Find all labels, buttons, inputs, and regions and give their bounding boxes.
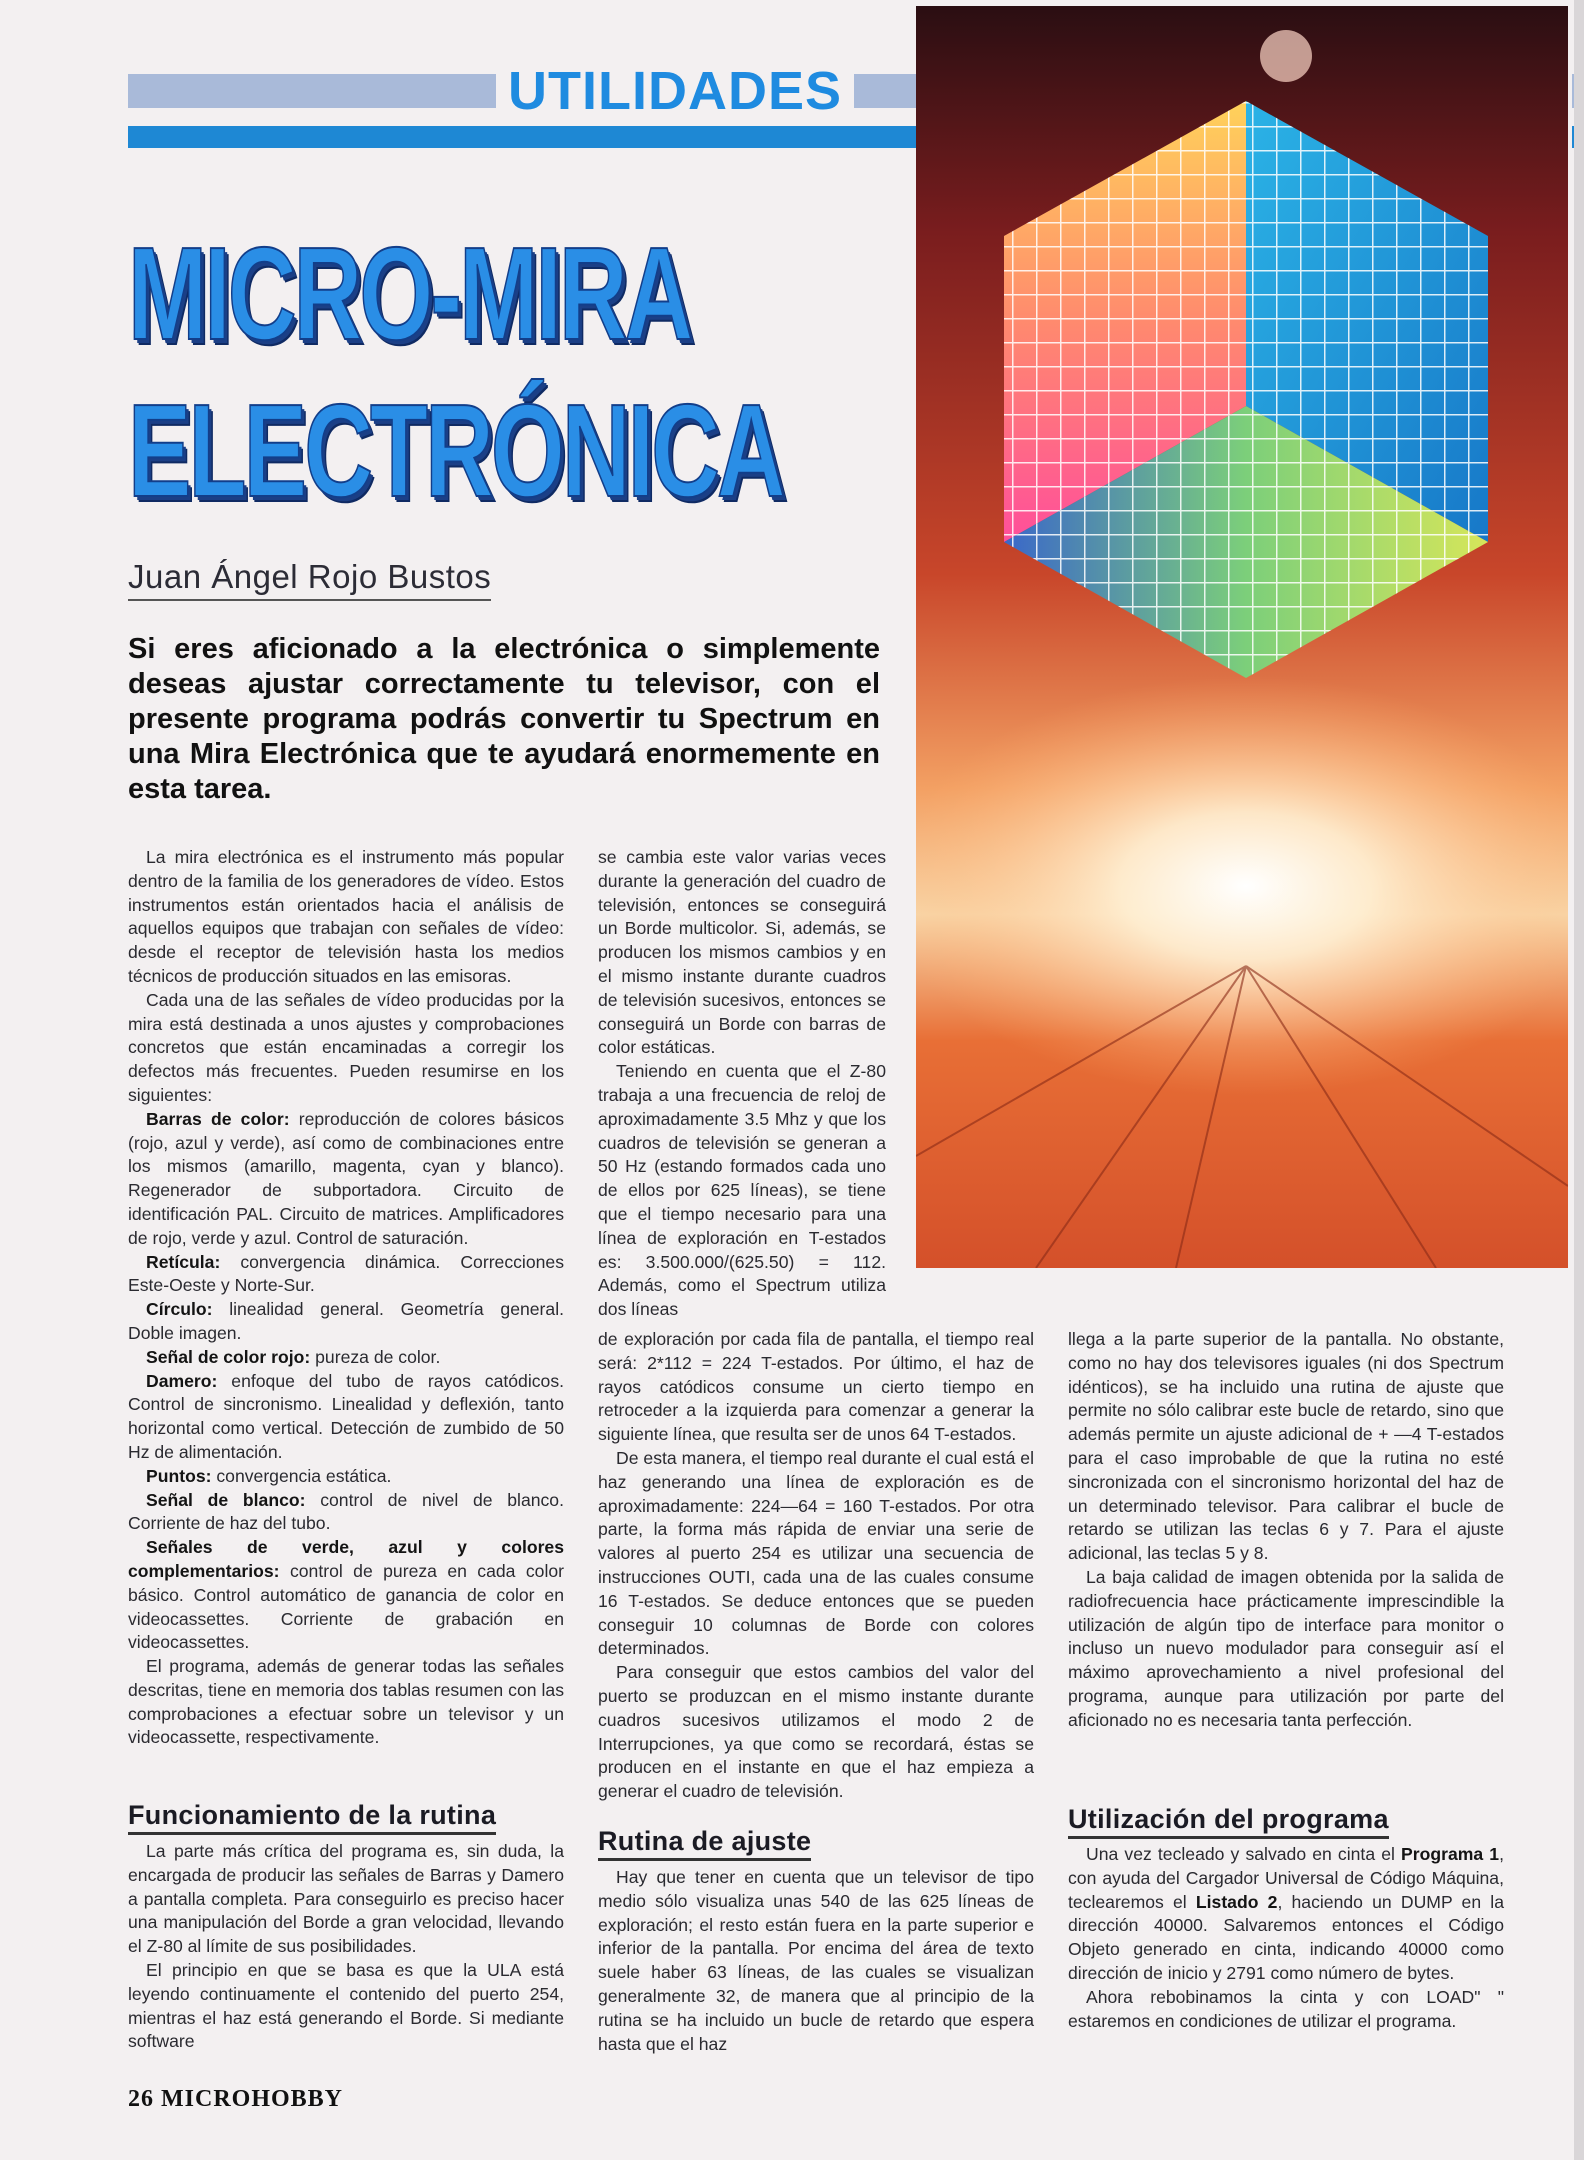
paragraph: La baja calidad de imagen obtenida por la salida de radiofrecuencia hace prácticamente imprescindible la utilización de algún tipo de interface para monitor o incluso un nuevo modulador para conseguir así el máximo aprovechamiento a nivel profesional del programa, aunque para utilización por parte del aficionado no es necesaria tanta perfección. bbox=[1068, 1566, 1504, 1730]
paragraph: Para conseguir que estos cambios del valor del puerto se produzcan en el mismo instante durante cuadros sucesivos utilizamos el modo 2 de Interrupciones, ya que como se recordará, éstas se producen en el instante en que el haz empieza a generar el cuadro de televisión. bbox=[598, 1662, 1034, 1802]
signal-item: Señal de blanco: control de nivel de blanco. Corriente de haz del tubo. bbox=[128, 1489, 564, 1534]
signal-term: Retícula: bbox=[146, 1251, 221, 1272]
paragraph: llega a la parte superior de la pantalla. No obstante, como no hay dos televisores iguales (ni dos Spectrum idénticos), se ha incluido una rutina de ajuste que permite no sólo calibrar este bucle de retardo, sino que además permite un ajuste adicional de + —4 T-estados para el caso improbable de que la rutina no esté sincronizada con el sincronismo horizontal del haz de un determinado televisor. Para calibrar el bucle de retardo se utilizan las teclas 6 y 7. Para el ajuste adicional, las teclas 5 y 8. bbox=[1068, 1329, 1504, 1564]
article-title-line2: ELECTRÓNICA bbox=[128, 377, 783, 524]
column-2-lower bbox=[598, 1328, 1034, 1804]
paragraph: Ahora rebobinamos la cinta y con LOAD" " estaremos en condiciones de utilizar el programa. bbox=[1068, 1986, 1504, 2031]
signal-term: Señales de verde, azul y colores complementarios: bbox=[128, 1537, 564, 1581]
page-edge bbox=[1574, 0, 1584, 2160]
utilizacion-body bbox=[1068, 1843, 1504, 2033]
paragraph: Hay que tener en cuenta que un televisor de tipo medio sólo visualiza unas 540 de las 625 líneas de exploración; el resto están fuera en la parte superior e inferior de la pantalla. Por encima del área de texto suele haber 63 líneas, de las cuales se visualizan generalmente 32, de manera que al principio de la rutina se ha incluido un bucle de retardo que espera hasta que el haz bbox=[598, 1867, 1034, 2054]
paragraph: se cambia este valor varias veces durante la generación del cuadro de televisión, entonces se conseguirá un Borde multicolor. Si, además, se producen los mismos cambios y en el mismo instante durante cuadros de televisión sucesivos, entonces se conseguirá un Borde con barras de color estáticas. bbox=[598, 847, 886, 1058]
signal-term: Señal de blanco: bbox=[146, 1489, 306, 1510]
signal-item: Señales de verde, azul y colores complementarios: control de pureza en cada color básico. Control automático de ganancia de color en videocassettes. Corriente de grabación en videocassettes. bbox=[128, 1537, 564, 1653]
paragraph: Cada una de las señales de vídeo producidas por la mira está destinada a unos ajustes y comprobaciones concretos que están encaminadas a corregir los defectos más frecuentes. Pueden resumirse en los siguientes: bbox=[128, 989, 564, 1105]
article-author: Juan Ángel Rojo Bustos bbox=[128, 558, 491, 601]
signal-item: Círculo: linealidad general. Geometría general. Doble imagen. bbox=[128, 1299, 564, 1343]
rutina-body bbox=[598, 1866, 1034, 2056]
paragraph: de exploración por cada fila de pantalla, el tiempo real será: 2*112 = 224 T-estados. Por último, el haz de rayos catódicos consume un cierto tiempo en retroceder a la izquierda para comenzar a generar la siguiente línea, que resulta ser de unos 64 T-estados. bbox=[598, 1329, 1034, 1445]
header-band-bottom bbox=[128, 126, 916, 148]
heading-utilizacion: Utilización del programa bbox=[1068, 1804, 1389, 1839]
paragraph: La parte más crítica del programa es, sin duda, la encargada de producir las señales de Barras y Damero a pantalla completa. Para conseguirlo es preciso hacer una manipulación del Borde a gran velocidad, llevando el Z-80 al límite de sus posibilidades. bbox=[128, 1841, 564, 1957]
signal-term: Damero: bbox=[146, 1370, 218, 1391]
page-footer: 26 MICROHOBBY bbox=[128, 2086, 344, 2112]
signal-item: Damero: enfoque del tubo de rayos catódicos. Control de sincronismo. Linealidad y deflexión, tanto horizontal como vertical. Detección de zumbido de 50 Hz de alimentación. bbox=[128, 1370, 564, 1462]
article-lead: Si eres aficionado a la electrónica o simplemente deseas ajustar correctamente tu televisor, con el presente programa podrás convertir tu Spectrum en una Mira Electrónica que te ayudará enormemente en esta tarea. bbox=[128, 633, 880, 805]
hero-illustration bbox=[916, 6, 1568, 1268]
signal-item: Señal de color rojo: pureza de color. bbox=[146, 1346, 441, 1367]
paragraph: La mira electrónica es el instrumento más popular dentro de la familia de los generadores de vídeo. Estos instrumentos están orientados hacia el análisis de aquellos equipos que trabajan con señales de vídeo: desde el receptor de televisión hasta los medios técnicos de producción situados en las emisoras. bbox=[128, 847, 564, 986]
article-title-line1: MICRO-MIRA bbox=[128, 220, 691, 367]
signal-term: Barras de color: bbox=[146, 1108, 290, 1129]
paragraph: Una vez tecleado y salvado en cinta el Programa 1, con ayuda del Cargador Universal de Código Máquina, teclearemos el Listado 2, haciendo un DUMP en la dirección 40000. Salvaremos entonces el Código Objeto generado en cinta, indicando 40000 como dirección de inicio y 2791 como número de bytes. bbox=[1068, 1844, 1504, 1983]
column-3-upper bbox=[1068, 1328, 1504, 1733]
paragraph: Teniendo en cuenta que el Z-80 trabaja a una frecuencia de reloj de aproximadamente 3.5 Mhz y que los cuadros de televisión se generan a 50 Hz (estando formados cada uno de ellos por 625 líneas), se tiene que el tiempo necesario para una línea de exploración en T-estados es: 3.500.000/(625.50) = 112. Además, como el Spectrum utiliza dos líneas bbox=[598, 1061, 886, 1320]
signal-term: Señal de color rojo: bbox=[146, 1346, 311, 1367]
signal-item: Puntos: convergencia estática. bbox=[146, 1465, 392, 1486]
paragraph: El programa, además de generar todas las señales descritas, tiene en memoria dos tablas resumen con las comprobaciones a efectuar sobre un televisor y un videocassette, respectivamente. bbox=[128, 1656, 564, 1748]
funcionamiento-body bbox=[128, 1840, 564, 2054]
signal-term: Círculo: bbox=[146, 1299, 213, 1320]
column-1 bbox=[128, 846, 564, 1750]
signal-item: Barras de color: reproducción de colores básicos (rojo, azul y verde), así como de combinaciones entre los mismos (amarillo, magenta, cyan y blanco). Regenerador de subportadora. Circuito de identificación PAL. Circuito de matrices. Amplificadores de rojo, verde y azul. Control de saturación. bbox=[128, 1108, 564, 1248]
heading-funcionamiento: Funcionamiento de la rutina bbox=[128, 1800, 496, 1835]
signal-item: Retícula: convergencia dinámica. Correcciones Este-Oeste y Norte-Sur. bbox=[128, 1251, 564, 1296]
paragraph: El principio en que se basa es que la ULA está leyendo continuamente el contenido del puerto 254, mientras el haz está generando el Borde. Si mediante software bbox=[128, 1959, 564, 2052]
signal-term: Puntos: bbox=[146, 1465, 212, 1486]
section-title: UTILIDADES bbox=[496, 58, 854, 124]
paragraph: De esta manera, el tiempo real durante el cual está el haz generando una línea de exploración es de aproximadamente: 224—64 = 160 T-estados. Por otra parte, la forma más rápida de enviar una serie de valores al puerto 254 es utilizar una secuencia de instrucciones OUTI, cada una de las cuales consume 16 T-estados. Se deduce entonces que se pueden conseguir 10 columnas de Borde con colores determinados. bbox=[598, 1447, 1034, 1659]
column-2-upper bbox=[598, 846, 886, 1322]
heading-rutina: Rutina de ajuste bbox=[598, 1826, 811, 1861]
